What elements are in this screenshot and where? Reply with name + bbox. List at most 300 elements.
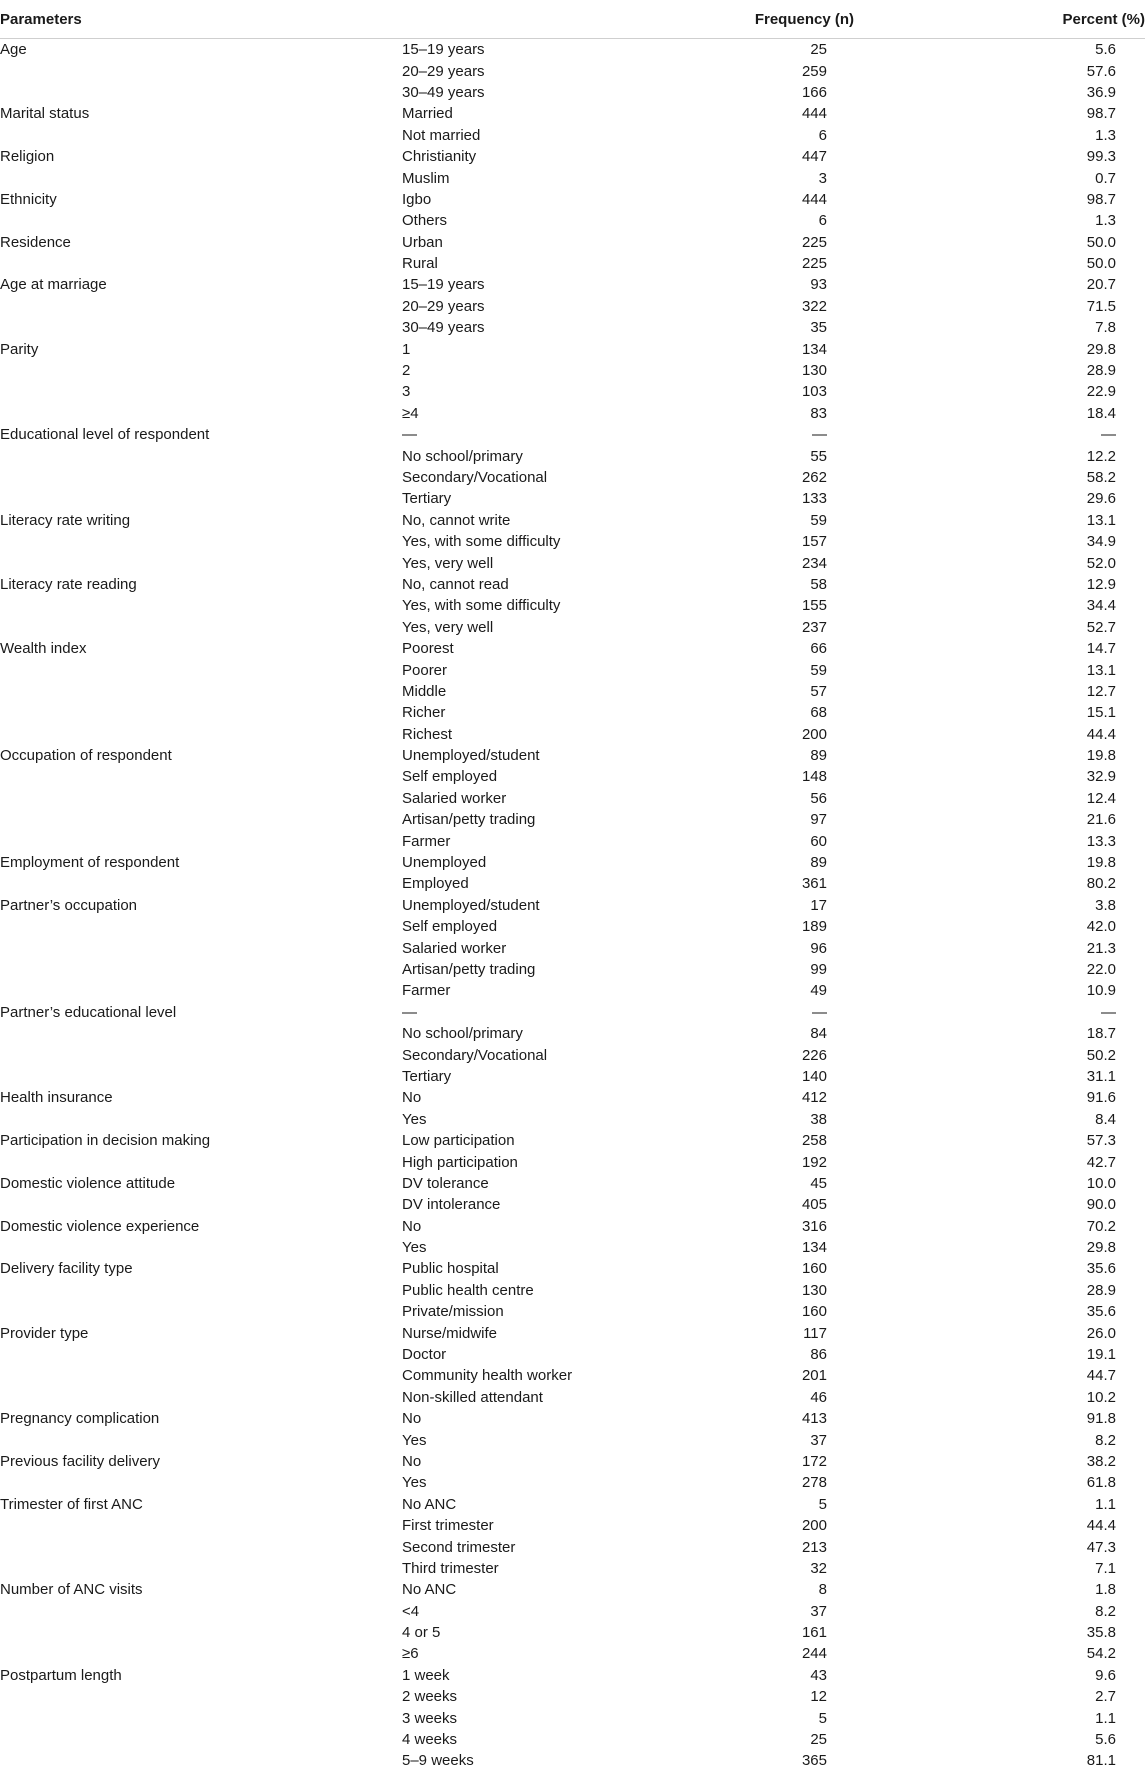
table-row bbox=[0, 1194, 1145, 1215]
parameter-cell bbox=[0, 659, 402, 680]
frequency-cell: 244 bbox=[801, 1645, 827, 1663]
frequency-cell: 155 bbox=[801, 597, 827, 615]
category-cell: Public hospital bbox=[402, 1260, 499, 1278]
table-row bbox=[0, 1215, 1145, 1236]
category-cell: No bbox=[402, 1410, 422, 1428]
frequency-cell: 226 bbox=[801, 1046, 827, 1064]
percent-cell: 12.9 bbox=[1086, 575, 1116, 593]
percent-cell: 50.2 bbox=[1086, 1046, 1116, 1064]
frequency-cell: 447 bbox=[801, 148, 827, 166]
percent-cell: 34.4 bbox=[1086, 597, 1116, 615]
percent-cell: 81.1 bbox=[1086, 1752, 1116, 1770]
percent-cell: 1.1 bbox=[1095, 1495, 1116, 1513]
parameter-cell bbox=[0, 1301, 402, 1322]
parameter-cell bbox=[0, 531, 402, 552]
percent-cell: 28.9 bbox=[1086, 1281, 1116, 1299]
table-row bbox=[0, 659, 1145, 680]
category-cell: Igbo bbox=[402, 190, 432, 208]
frequency-cell: 134 bbox=[801, 1239, 827, 1257]
parameter-cell bbox=[0, 125, 402, 146]
frequency-cell: 25 bbox=[810, 41, 827, 59]
percent-cell: 71.5 bbox=[1086, 297, 1116, 315]
table-row bbox=[0, 595, 1145, 616]
parameter-cell bbox=[0, 1280, 402, 1301]
percent-cell: 91.6 bbox=[1086, 1089, 1116, 1107]
category-cell: Second trimester bbox=[402, 1538, 516, 1556]
table-row bbox=[0, 1280, 1145, 1301]
percent-cell: 20.7 bbox=[1086, 276, 1116, 294]
parameter-cell: Parity bbox=[0, 340, 39, 358]
parameter-cell bbox=[0, 60, 402, 81]
parameter-cell bbox=[0, 702, 402, 723]
category-cell: Yes, very well bbox=[402, 554, 494, 572]
parameter-cell bbox=[0, 1601, 402, 1622]
table-row bbox=[0, 1087, 1145, 1108]
table-row bbox=[0, 830, 1145, 851]
percent-cell: 50.0 bbox=[1086, 255, 1116, 273]
frequency-cell: 172 bbox=[801, 1452, 827, 1470]
table-row bbox=[0, 60, 1145, 81]
category-cell: 2 weeks bbox=[402, 1688, 458, 1706]
frequency-cell: 59 bbox=[810, 511, 827, 529]
frequency-cell: 58 bbox=[810, 575, 827, 593]
frequency-cell: 157 bbox=[801, 533, 827, 551]
table-header bbox=[0, 0, 1145, 39]
frequency-cell: 60 bbox=[810, 832, 827, 850]
parameter-cell bbox=[0, 488, 402, 509]
frequency-cell: 413 bbox=[801, 1410, 827, 1428]
category-cell: 5–9 weeks bbox=[402, 1752, 474, 1770]
percent-cell: 70.2 bbox=[1086, 1217, 1116, 1235]
category-cell: Yes, very well bbox=[402, 618, 494, 636]
table-row bbox=[0, 1066, 1145, 1087]
parameter-cell bbox=[0, 317, 402, 338]
header-row bbox=[0, 0, 1145, 39]
percent-cell: 21.3 bbox=[1086, 939, 1116, 957]
table-row bbox=[0, 1579, 1145, 1600]
frequency-cell: 83 bbox=[810, 404, 827, 422]
category-cell: Unemployed/student bbox=[402, 896, 540, 914]
percent-cell: 19.8 bbox=[1086, 854, 1116, 872]
percent-cell: 19.8 bbox=[1086, 747, 1116, 765]
category-cell: Muslim bbox=[402, 169, 450, 187]
percent-cell: 22.0 bbox=[1086, 960, 1116, 978]
category-cell: Tertiary bbox=[402, 490, 452, 508]
percent-cell: 13.1 bbox=[1086, 511, 1116, 529]
category-cell: Self employed bbox=[402, 768, 498, 786]
parameter-cell bbox=[0, 724, 402, 745]
frequency-cell: 89 bbox=[810, 854, 827, 872]
table-row bbox=[0, 788, 1145, 809]
frequency-cell: — bbox=[812, 1003, 827, 1021]
table-row bbox=[0, 1665, 1145, 1686]
category-cell: 15–19 years bbox=[402, 276, 485, 294]
frequency-cell: 361 bbox=[801, 875, 827, 893]
category-cell: 1 bbox=[402, 340, 411, 358]
table-row bbox=[0, 274, 1145, 295]
frequency-cell: 37 bbox=[810, 1431, 827, 1449]
category-cell: DV tolerance bbox=[402, 1174, 489, 1192]
percent-cell: 57.3 bbox=[1086, 1132, 1116, 1150]
table-row bbox=[0, 1729, 1145, 1750]
parameter-cell: Domestic violence experience bbox=[0, 1217, 200, 1235]
percent-cell: 10.0 bbox=[1086, 1174, 1116, 1192]
frequency-cell: 262 bbox=[801, 469, 827, 486]
table-row bbox=[0, 189, 1145, 210]
percent-cell: 1.8 bbox=[1095, 1581, 1116, 1599]
table-row bbox=[0, 681, 1145, 702]
frequency-cell: 160 bbox=[801, 1303, 827, 1321]
table-row bbox=[0, 1494, 1145, 1515]
percent-cell: 29.6 bbox=[1086, 490, 1116, 508]
table-row bbox=[0, 1707, 1145, 1728]
frequency-cell: 234 bbox=[801, 554, 827, 572]
percent-cell: 8.4 bbox=[1095, 1110, 1116, 1128]
category-cell: Artisan/petty trading bbox=[402, 960, 536, 978]
table-row bbox=[0, 103, 1145, 124]
percent-cell: 80.2 bbox=[1086, 875, 1116, 893]
table-row bbox=[0, 873, 1145, 894]
percent-cell: 50.0 bbox=[1086, 233, 1116, 251]
percent-cell: 8.2 bbox=[1095, 1431, 1116, 1449]
category-cell: Non-skilled attendant bbox=[402, 1388, 543, 1406]
table-row bbox=[0, 82, 1145, 103]
parameter-cell bbox=[0, 595, 402, 616]
category-cell: 3 bbox=[402, 383, 411, 401]
frequency-cell: 134 bbox=[801, 340, 827, 358]
category-cell: Middle bbox=[402, 682, 447, 700]
parameter-cell bbox=[0, 1558, 402, 1579]
percent-cell: 19.1 bbox=[1086, 1346, 1116, 1364]
percent-cell: 8.2 bbox=[1095, 1602, 1116, 1620]
table-row bbox=[0, 617, 1145, 638]
percent-cell: 18.7 bbox=[1086, 1025, 1116, 1043]
percent-cell: 22.9 bbox=[1086, 383, 1116, 401]
percent-cell: 35.6 bbox=[1086, 1303, 1116, 1321]
table-row bbox=[0, 1408, 1145, 1429]
category-cell: <4 bbox=[402, 1602, 420, 1620]
table-row bbox=[0, 1686, 1145, 1707]
table-row bbox=[0, 895, 1145, 916]
frequency-cell: 99 bbox=[810, 960, 827, 978]
frequency-cell: 55 bbox=[810, 447, 827, 465]
table-row bbox=[0, 467, 1145, 488]
frequency-cell: 200 bbox=[801, 1517, 827, 1535]
parameter-cell bbox=[0, 681, 402, 702]
parameter-cell bbox=[0, 1622, 402, 1643]
frequency-cell: 38 bbox=[810, 1110, 827, 1128]
percent-cell: 3.8 bbox=[1095, 896, 1116, 914]
percent-cell: 1.1 bbox=[1095, 1709, 1116, 1727]
parameter-cell bbox=[0, 445, 402, 466]
parameter-cell bbox=[0, 253, 402, 274]
frequency-cell: 189 bbox=[801, 918, 827, 936]
frequency-cell: 130 bbox=[801, 362, 827, 380]
category-cell: No, cannot read bbox=[402, 575, 509, 593]
percent-cell: 42.7 bbox=[1086, 1153, 1116, 1171]
parameter-cell: Participation in decision making bbox=[0, 1132, 211, 1150]
frequency-cell: 97 bbox=[810, 811, 827, 829]
parameter-cell bbox=[0, 788, 402, 809]
parameter-cell: Educational level of respondent bbox=[0, 426, 210, 444]
parameter-cell bbox=[0, 167, 402, 188]
frequency-cell: 444 bbox=[801, 190, 827, 208]
table-row bbox=[0, 1365, 1145, 1386]
percent-cell: 10.2 bbox=[1086, 1388, 1116, 1406]
frequency-cell: 140 bbox=[801, 1067, 827, 1085]
category-cell: No ANC bbox=[402, 1581, 457, 1599]
table-row bbox=[0, 702, 1145, 723]
frequency-cell: 5 bbox=[818, 1495, 827, 1513]
parameter-cell bbox=[0, 1151, 402, 1172]
category-cell: Farmer bbox=[402, 982, 451, 1000]
table-row bbox=[0, 338, 1145, 359]
parameter-cell bbox=[0, 617, 402, 638]
table-row bbox=[0, 167, 1145, 188]
table-row bbox=[0, 574, 1145, 595]
category-cell: 4 weeks bbox=[402, 1731, 458, 1749]
percent-cell: 32.9 bbox=[1086, 768, 1116, 786]
parameter-cell: Literacy rate writing bbox=[0, 511, 131, 529]
parameter-cell bbox=[0, 1066, 402, 1087]
percent-cell: 5.6 bbox=[1095, 1731, 1116, 1749]
category-cell: Low participation bbox=[402, 1132, 515, 1150]
category-cell: Richest bbox=[402, 725, 453, 743]
parameter-cell bbox=[0, 1472, 402, 1493]
parameter-cell bbox=[0, 552, 402, 573]
category-cell: No bbox=[402, 1217, 422, 1235]
header-percent: Percent (%) bbox=[930, 0, 1145, 39]
category-cell: Employed bbox=[402, 875, 469, 893]
category-cell: Community health worker bbox=[402, 1367, 573, 1385]
category-cell: Farmer bbox=[402, 832, 451, 850]
percent-cell: 28.9 bbox=[1086, 362, 1116, 380]
parameter-cell: Postpartum length bbox=[0, 1666, 122, 1684]
table-row bbox=[0, 424, 1145, 445]
parameter-cell bbox=[0, 1750, 402, 1771]
parameter-cell: Partner’s educational level bbox=[0, 1003, 177, 1021]
table-row bbox=[0, 360, 1145, 381]
category-cell: Secondary/Vocational bbox=[402, 1046, 548, 1064]
table-row bbox=[0, 1322, 1145, 1343]
frequency-cell: 444 bbox=[801, 105, 827, 123]
category-cell: — bbox=[402, 1003, 417, 1021]
frequency-cell: 225 bbox=[801, 233, 827, 251]
frequency-cell: 278 bbox=[801, 1474, 827, 1492]
category-cell: First trimester bbox=[402, 1517, 494, 1535]
category-cell: 4 or 5 bbox=[402, 1624, 441, 1642]
frequency-cell: 316 bbox=[801, 1217, 827, 1235]
parameter-cell: Age bbox=[0, 41, 27, 59]
table-row bbox=[0, 552, 1145, 573]
parameter-cell bbox=[0, 1387, 402, 1408]
table-row bbox=[0, 488, 1145, 509]
table-row bbox=[0, 1344, 1145, 1365]
category-cell: Yes bbox=[402, 1474, 427, 1492]
frequency-cell: 166 bbox=[801, 83, 827, 101]
frequency-cell: 68 bbox=[810, 704, 827, 722]
category-cell: No school/primary bbox=[402, 447, 523, 465]
frequency-cell: 161 bbox=[801, 1624, 827, 1642]
category-cell: Married bbox=[402, 105, 453, 123]
parameter-cell bbox=[0, 1044, 402, 1065]
frequency-cell: 17 bbox=[810, 896, 827, 914]
parameter-cell: Health insurance bbox=[0, 1089, 113, 1107]
parameter-cell: Employment of respondent bbox=[0, 854, 180, 872]
parameter-cell bbox=[0, 766, 402, 787]
header-parameters: Parameters bbox=[0, 0, 402, 39]
percent-cell: 13.1 bbox=[1086, 661, 1116, 679]
category-cell: Christianity bbox=[402, 148, 477, 166]
parameter-cell bbox=[0, 1365, 402, 1386]
parameter-cell bbox=[0, 1686, 402, 1707]
percent-cell: 18.4 bbox=[1086, 404, 1116, 422]
frequency-cell: 201 bbox=[801, 1367, 827, 1385]
parameter-cell bbox=[0, 959, 402, 980]
table-row bbox=[0, 1643, 1145, 1664]
frequency-cell: 103 bbox=[801, 383, 827, 401]
percent-cell: 7.1 bbox=[1095, 1559, 1116, 1577]
category-cell: No, cannot write bbox=[402, 511, 511, 529]
frequency-cell: 130 bbox=[801, 1281, 827, 1299]
category-cell: Salaried worker bbox=[402, 789, 507, 807]
table-row bbox=[0, 125, 1145, 146]
table-row bbox=[0, 1472, 1145, 1493]
category-cell: Urban bbox=[402, 233, 443, 251]
table-row bbox=[0, 937, 1145, 958]
frequency-cell: 46 bbox=[810, 1388, 827, 1406]
percent-cell: 1.3 bbox=[1095, 126, 1116, 144]
frequency-cell: 84 bbox=[810, 1025, 827, 1043]
table-row bbox=[0, 1601, 1145, 1622]
table-row bbox=[0, 1258, 1145, 1279]
table-row bbox=[0, 232, 1145, 253]
percent-cell: 52.0 bbox=[1086, 554, 1116, 572]
frequency-cell: 200 bbox=[801, 725, 827, 743]
percent-cell: 91.8 bbox=[1086, 1410, 1116, 1428]
frequency-cell: 37 bbox=[810, 1602, 827, 1620]
category-cell: Salaried worker bbox=[402, 939, 507, 957]
parameter-cell bbox=[0, 82, 402, 103]
parameter-cell: Wealth index bbox=[0, 640, 87, 658]
parameter-cell bbox=[0, 467, 402, 488]
category-cell: Poorest bbox=[402, 640, 454, 658]
parameter-cell bbox=[0, 1344, 402, 1365]
percent-cell: 2.7 bbox=[1095, 1688, 1116, 1706]
category-cell: Public health centre bbox=[402, 1281, 534, 1299]
frequency-cell: 160 bbox=[801, 1260, 827, 1278]
parameter-cell bbox=[0, 1707, 402, 1728]
table-row bbox=[0, 745, 1145, 766]
table-row bbox=[0, 1429, 1145, 1450]
percent-cell: 47.3 bbox=[1086, 1538, 1116, 1556]
parameter-cell bbox=[0, 1729, 402, 1750]
category-cell: Others bbox=[402, 212, 448, 230]
frequency-cell: 43 bbox=[810, 1666, 827, 1684]
percent-cell: 35.6 bbox=[1086, 1260, 1116, 1278]
frequency-cell: 6 bbox=[818, 126, 827, 144]
category-cell: Tertiary bbox=[402, 1067, 452, 1085]
parameter-cell bbox=[0, 830, 402, 851]
parameter-cell bbox=[0, 1515, 402, 1536]
percent-cell: 5.6 bbox=[1095, 41, 1116, 59]
category-cell: Private/mission bbox=[402, 1303, 504, 1321]
percent-cell: 12.7 bbox=[1086, 682, 1116, 700]
percent-cell: 98.7 bbox=[1086, 105, 1116, 123]
percent-cell: 10.9 bbox=[1086, 982, 1116, 1000]
parameter-cell: Literacy rate reading bbox=[0, 575, 137, 593]
table-row bbox=[0, 1151, 1145, 1172]
percent-cell: 34.9 bbox=[1086, 533, 1116, 551]
category-cell: Poorer bbox=[402, 661, 448, 679]
category-cell: 3 weeks bbox=[402, 1709, 458, 1727]
frequency-cell: 45 bbox=[810, 1174, 827, 1192]
frequency-cell: 405 bbox=[801, 1196, 827, 1214]
frequency-cell: — bbox=[812, 426, 827, 444]
category-cell: High participation bbox=[402, 1153, 518, 1171]
table-body bbox=[0, 39, 1145, 1772]
frequency-cell: 3 bbox=[818, 169, 827, 187]
category-cell: Yes bbox=[402, 1239, 427, 1257]
parameter-cell: Delivery facility type bbox=[0, 1260, 133, 1278]
frequency-cell: 412 bbox=[801, 1089, 827, 1107]
category-cell: ≥4 bbox=[402, 404, 419, 422]
parameter-cell bbox=[0, 809, 402, 830]
category-cell: Unemployed/student bbox=[402, 747, 540, 765]
table-row bbox=[0, 1002, 1145, 1023]
frequency-cell: 6 bbox=[818, 212, 827, 230]
frequency-cell: 225 bbox=[801, 255, 827, 273]
percent-cell: 31.1 bbox=[1086, 1067, 1116, 1085]
frequency-cell: 89 bbox=[810, 747, 827, 765]
parameter-cell bbox=[0, 1109, 402, 1130]
frequency-cell: 213 bbox=[801, 1538, 827, 1556]
frequency-cell: 117 bbox=[803, 1324, 827, 1342]
percent-cell: 21.6 bbox=[1086, 811, 1116, 829]
parameter-cell: Religion bbox=[0, 148, 55, 166]
table-row bbox=[0, 852, 1145, 873]
parameter-cell bbox=[0, 1023, 402, 1044]
percent-cell: 35.8 bbox=[1086, 1624, 1116, 1642]
percent-cell: — bbox=[1101, 426, 1116, 444]
table-row bbox=[0, 510, 1145, 531]
parameter-cell: Provider type bbox=[0, 1324, 89, 1342]
table-row bbox=[0, 1109, 1145, 1130]
parameter-cell: Ethnicity bbox=[0, 190, 57, 208]
category-cell: Nurse/midwife bbox=[402, 1324, 498, 1342]
table-row bbox=[0, 959, 1145, 980]
table-row bbox=[0, 1451, 1145, 1472]
table-row bbox=[0, 1387, 1145, 1408]
category-cell: Third trimester bbox=[402, 1559, 499, 1577]
percent-cell: 54.2 bbox=[1086, 1645, 1116, 1663]
parameter-cell bbox=[0, 210, 402, 231]
percent-cell: 58.2 bbox=[1086, 469, 1116, 486]
parameter-cell: Pregnancy complication bbox=[0, 1410, 160, 1428]
table-row bbox=[0, 1237, 1145, 1258]
parameter-cell bbox=[0, 1194, 402, 1215]
percent-cell: 90.0 bbox=[1086, 1196, 1116, 1214]
table-row bbox=[0, 1536, 1145, 1557]
frequency-cell: 56 bbox=[810, 789, 827, 807]
parameter-cell bbox=[0, 360, 402, 381]
percent-cell: 14.7 bbox=[1086, 640, 1116, 658]
frequency-cell: 12 bbox=[810, 1688, 827, 1706]
table-row bbox=[0, 1023, 1145, 1044]
percent-cell: 12.4 bbox=[1086, 789, 1116, 807]
percent-cell: 1.3 bbox=[1095, 212, 1116, 230]
frequency-cell: 322 bbox=[801, 297, 827, 315]
